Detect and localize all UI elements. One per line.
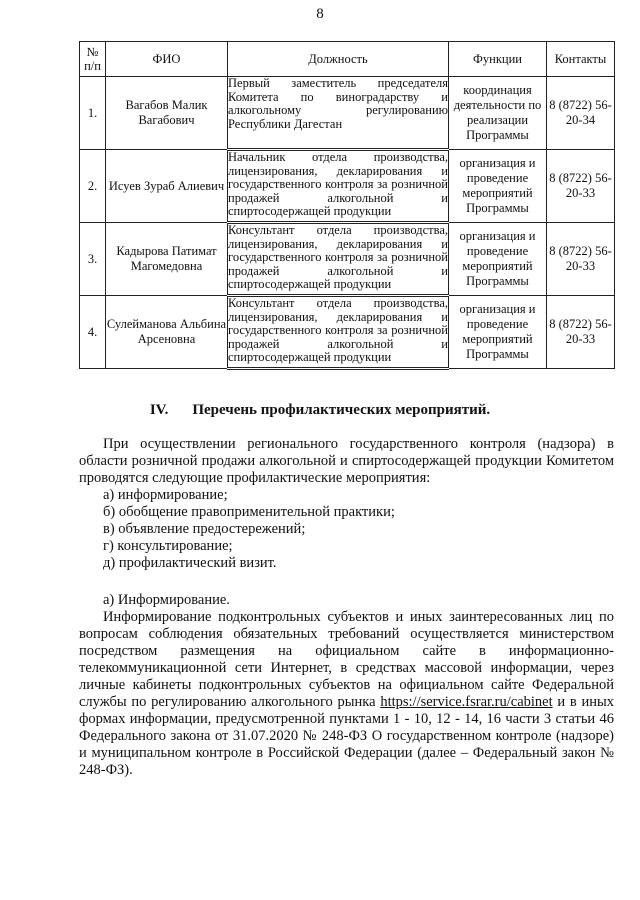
row-contacts: 8 (8722) 56- 20-34 — [547, 77, 615, 150]
section-number: IV. — [149, 402, 169, 418]
row-fio: Кадырова Патимат Магомедовна — [106, 223, 228, 296]
measure-item: г) консультирование; — [103, 538, 233, 554]
header-functions: Функции — [449, 42, 547, 77]
row-functions: координация деятельности по реализации Программы — [449, 77, 547, 150]
header-fio: ФИО — [106, 42, 228, 77]
header-position: Должность — [228, 42, 449, 77]
intro-paragraph: При осуществлении регионального государственного контроля (надзора) в области розничной продажи алкогольной и спиртосодержащей продукции Комитетом проводятся следующие профилактические мероприятия: — [79, 436, 614, 486]
measure-item: б) обобщение правоприменительной практики; — [103, 504, 395, 520]
table-row — [80, 150, 615, 223]
informing-paragraph — [79, 609, 614, 779]
section-heading — [0, 402, 640, 419]
row-position: Консультант отдела производства, лицензирования, декларирования и государственного контроля за розничной продажей алкогольной и спиртосодержащей продукции — [228, 223, 449, 296]
measures-block — [79, 436, 614, 572]
row-functions: организация и проведение мероприятий Программы — [449, 223, 547, 296]
row-position: Начальник отдела производства, лицензирования, декларирования и государственного контроля за розничной продажей алкогольной и спиртосодержащей продукции — [228, 150, 449, 223]
table-row — [80, 223, 615, 296]
informing-text-end: и в иных формах информации, предусмотренной пунктами 1 - 10, 12 - 14, 16 части 3 статьи 46 Федерального закона от 31.07.2020 № 248-ФЗ О государственном контроле (надзоре) и муниципальном контроле в Российской Федерации (далее – Федеральный закон № 248-ФЗ). — [79, 694, 615, 778]
page-number: 8 — [316, 6, 324, 22]
header-num: № п/п — [80, 42, 106, 77]
row-position: Первый заместитель председателя Комитета по виноградарству и алкогольному регулированию Республики Дагестан — [228, 77, 449, 150]
informing-text-start: Информирование подконтрольных субъектов и иных заинтересованных лиц по вопросам соблюдения обязательных требований осуществляется министерством посредством размещения на официальном сайте в информационно-телекоммуникационной сети Интернет, в средствах массовой информации, через личные кабинеты подконтрольных субъектов на официальном сайте Федеральной службы по регулированию алкогольного рынка — [79, 609, 614, 710]
row-position: Консультант отдела производства, лицензирования, декларирования и государственного контроля за розничной продажей алкогольной и спиртосодержащей продукции — [228, 296, 449, 369]
table-row — [80, 296, 615, 369]
measure-item: д) профилактический визит. — [103, 555, 277, 571]
row-fio: Исуев Зураб Алиевич — [106, 150, 228, 223]
table-row — [80, 77, 615, 150]
row-num: 1. — [80, 77, 106, 150]
header-contacts: Контакты — [547, 42, 615, 77]
row-contacts: 8 (8722) 56-20-33 — [547, 150, 615, 223]
row-contacts: 8 (8722) 56-20-33 — [547, 223, 615, 296]
row-contacts: 8 (8722) 56-20-33 — [547, 296, 615, 369]
subsection-heading: а) Информирование. — [103, 592, 230, 608]
table-header-row — [80, 42, 615, 77]
row-fio: Сулейманова Альбина Арсеновна — [106, 296, 228, 369]
row-fio: Вагабов Малик Вагабович — [106, 77, 228, 150]
measure-item: в) объявление предостережений; — [103, 521, 306, 537]
section-title-text: Перечень профилактических мероприятий. — [192, 402, 491, 418]
measure-item: а) информирование; — [103, 487, 228, 503]
responsible-persons-table — [79, 41, 615, 370]
fsrar-cabinet-link[interactable]: https://service.fsrar.ru/cabinet — [380, 694, 553, 710]
row-functions: организация и проведение мероприятий Программы — [449, 296, 547, 369]
row-functions: организация и проведение мероприятий Программы — [449, 150, 547, 223]
informing-block — [79, 592, 614, 779]
row-num: 3. — [80, 223, 106, 296]
row-num: 2. — [80, 150, 106, 223]
row-num: 4. — [80, 296, 106, 369]
